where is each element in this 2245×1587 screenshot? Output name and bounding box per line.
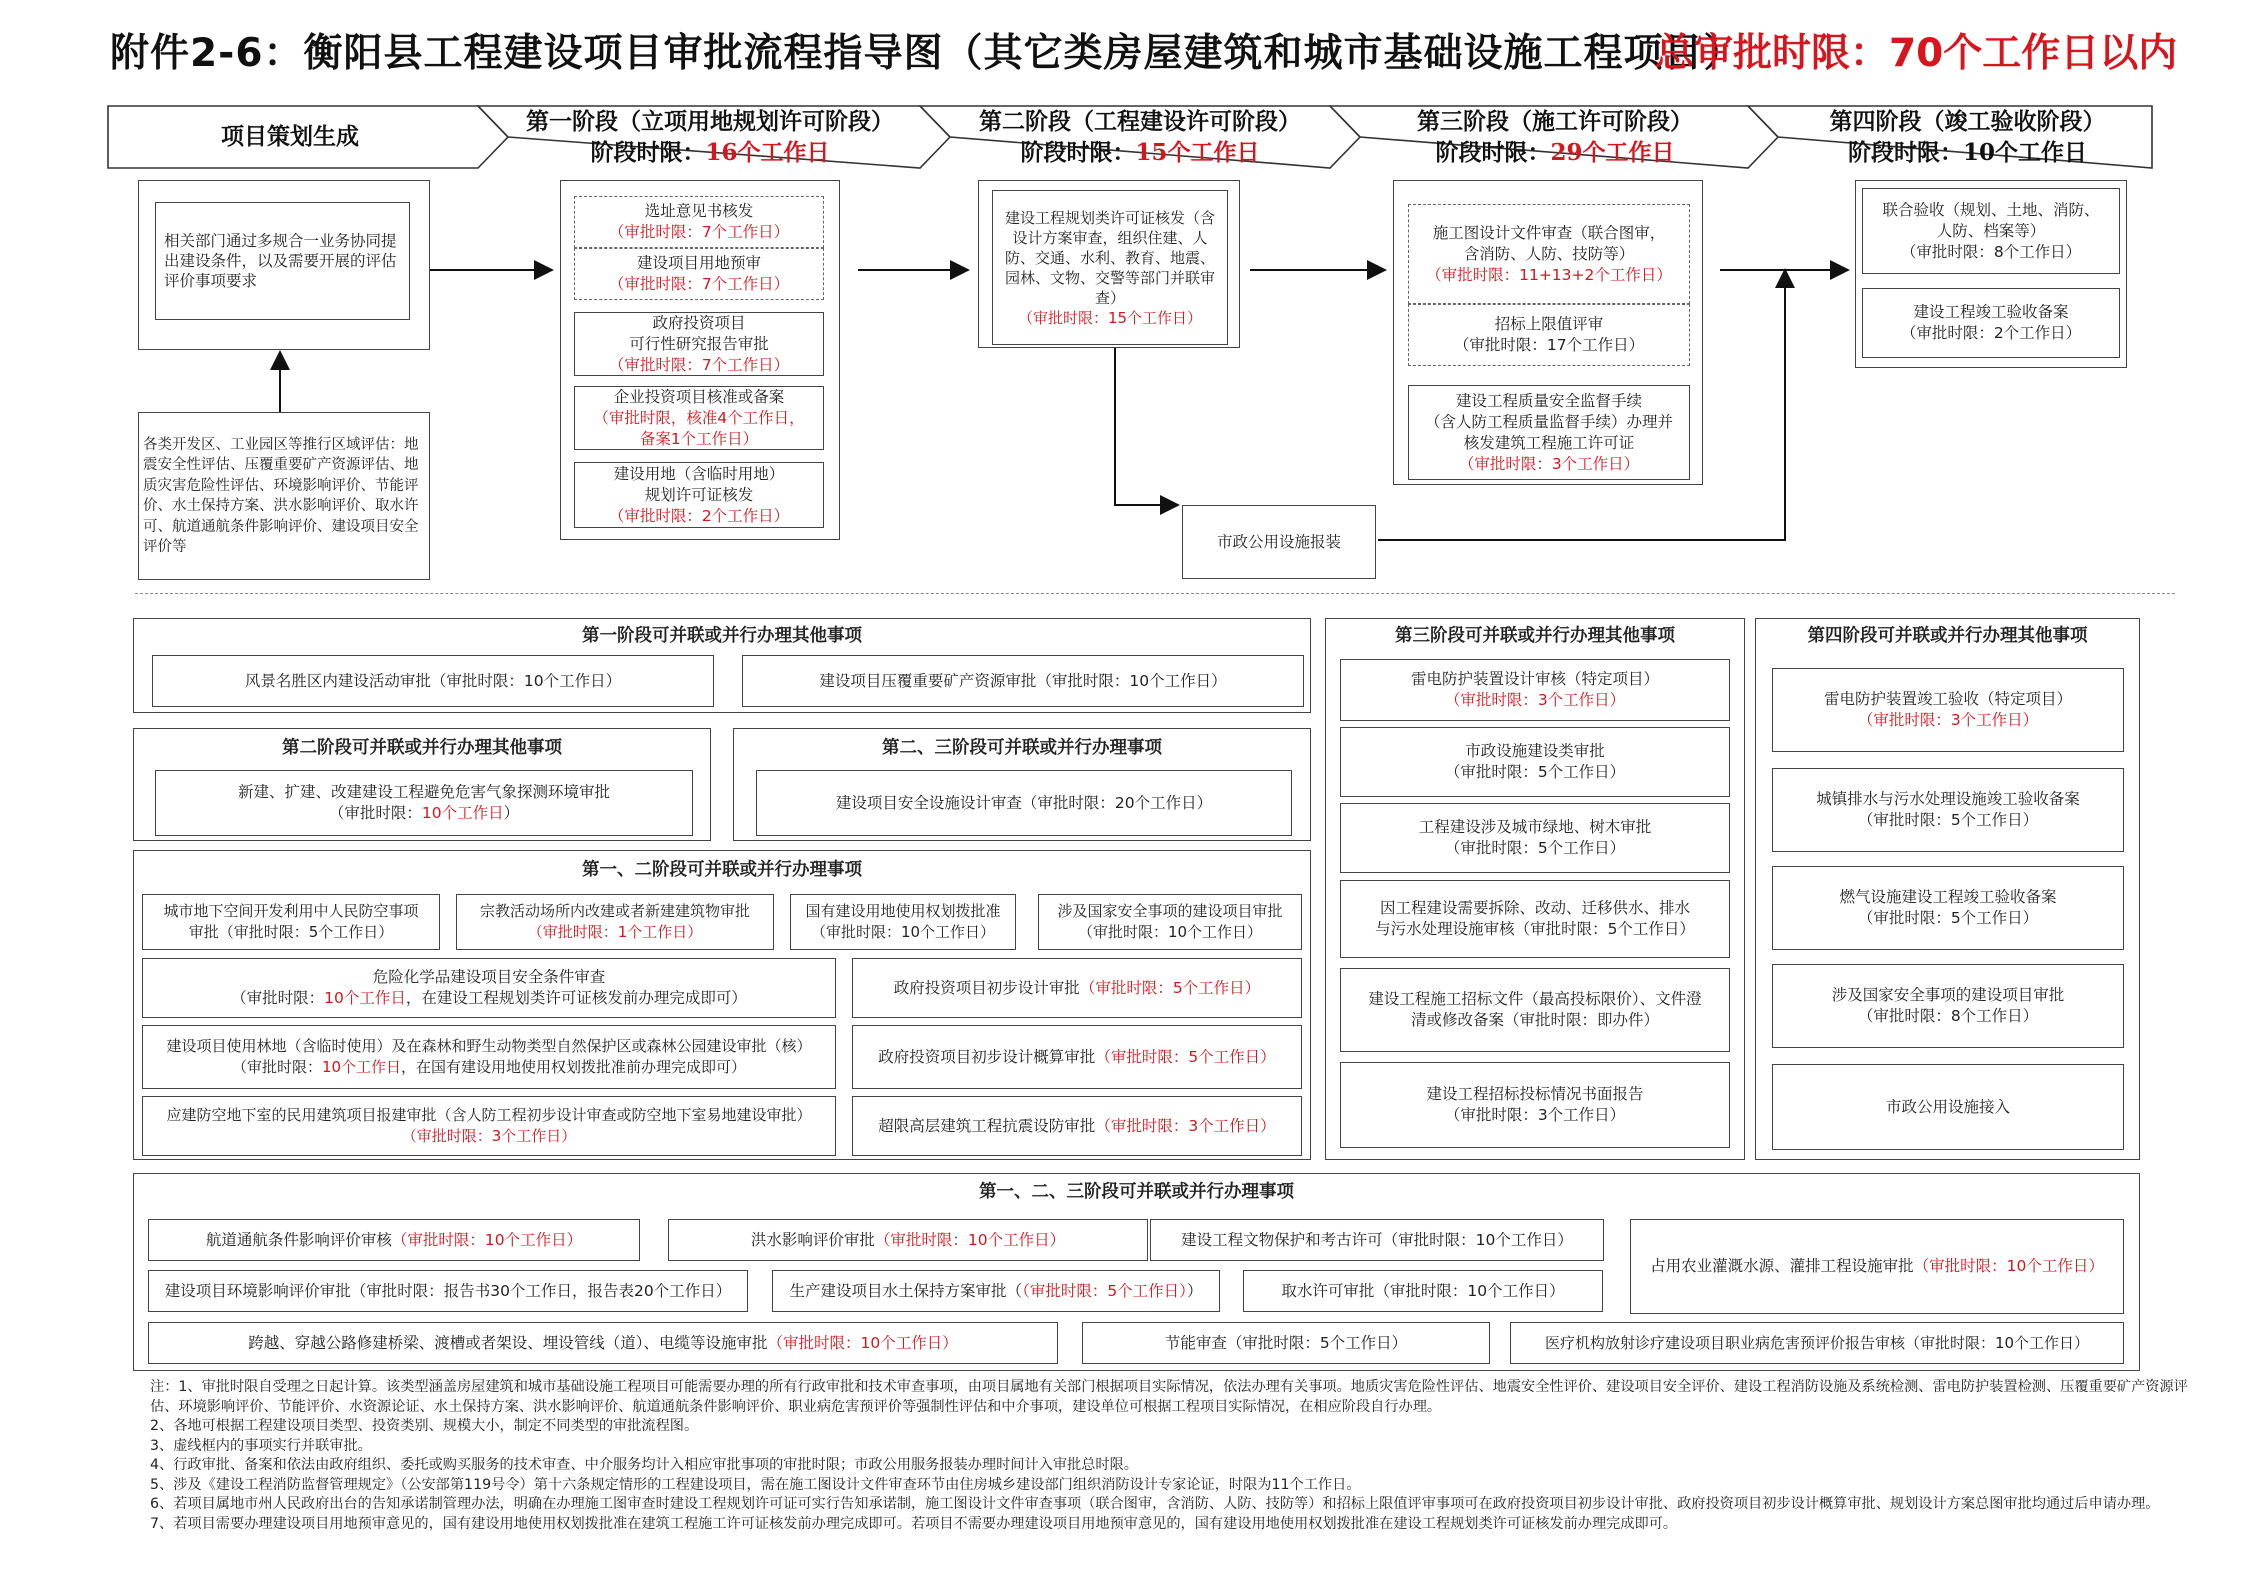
p12-item-hazchem	[142, 958, 836, 1018]
s4-joint-label2: 人防、档案等）	[1936, 221, 2046, 240]
p4-item-drainage	[1772, 768, 2124, 852]
s1-item-site	[574, 196, 824, 248]
s1-item-enterprise	[574, 386, 824, 450]
p4-item-lightning-acceptance	[1772, 668, 2124, 752]
p23-header: 第二、三阶段可并联或并行办理事项	[882, 738, 1162, 758]
p123-item-navigation	[148, 1219, 640, 1261]
p12-item-national-security	[1038, 894, 1302, 950]
s1-land-preaudit-label: 建设项目用地预审	[636, 254, 761, 272]
p1-minerals-label: 建设项目压覆重要矿产资源审批（审批时限：10个工作日）	[819, 671, 1227, 690]
p4-connect-label: 市政公用设施接入	[1885, 1097, 2010, 1116]
s1-gov-limit: （审批时限：7个工作日）	[608, 355, 790, 374]
s3-drawing-label: 施工图设计文件审查（联合图审，	[1432, 223, 1666, 242]
p2-limit-prefix: （审批时限：	[328, 804, 422, 822]
p123-flood-label: 洪水影响评价审批	[750, 1230, 875, 1249]
p3-lightning-label: 雷电防护装置设计审核（特定项目）	[1410, 670, 1659, 688]
municipal-report-box	[1182, 505, 1376, 579]
p12-forest-label: 建设项目使用林地（含临时使用）及在森林和野生动物类型自然保护区或森林公园建设审批（核）	[166, 1037, 812, 1055]
p123-water-draw-label: 取水许可审批（审批时限：10个工作日）	[1281, 1281, 1565, 1300]
s3-item-tender-cap	[1408, 304, 1690, 366]
p12-prelim-label: 政府投资项目初步设计审批	[893, 978, 1080, 997]
s1-item-gov-feasibility	[574, 312, 824, 376]
stage-3-limit-label: 阶段时限：	[1435, 139, 1551, 166]
p123-irrigation-label: 占用农业灌溉水源、灌排工程设施审批	[1650, 1257, 1914, 1275]
p12-item-religious	[456, 894, 774, 950]
p4-drainage-label: 城镇排水与污水处理设施竣工验收备案	[1816, 790, 2080, 808]
p12-forest-limit-note: ，在国有建设用地使用权划拨批准前办理完成即可）	[401, 1058, 747, 1076]
s1-enterprise-label: 企业投资项目核准或备案	[613, 387, 785, 406]
p3-header: 第三阶段可并联或并行办理其他事项	[1395, 626, 1675, 646]
s3-drawing-label2: 含消防、人防、技防等）	[1463, 244, 1635, 263]
p4-header: 第四阶段可并联或并行办理其他事项	[1807, 626, 2088, 646]
p123-item-irrigation	[1630, 1219, 2124, 1314]
p12-allocation-limit: （审批时限：10个工作日）	[810, 923, 996, 941]
s4-filing-label: 建设工程竣工验收备案	[1913, 303, 2069, 321]
p12-budget-limit: （审批时限：5个工作日）	[1095, 1047, 1276, 1066]
p3-water-limit: 与污水处理设施审核（审批时限：5个工作日）	[1375, 920, 1695, 938]
p123-navigation-label: 航道通航条件影响评价审核	[205, 1230, 392, 1249]
p3-lightning-limit: （审批时限：3个工作日）	[1444, 691, 1626, 709]
p123-item-eia	[148, 1270, 748, 1312]
p12-hazchem-limit-prefix: （审批时限：	[231, 989, 325, 1007]
municipal-report-label: 市政公用设施报装	[1216, 532, 1341, 551]
stage-4-limit: 10个工作日	[1962, 139, 2087, 166]
p3-water-label: 因工程建设需要拆除、改动、迁移供水、排水	[1379, 899, 1690, 917]
footnotes	[150, 1378, 2200, 1534]
plan-main-text: 相关部门通过多规合一业务协同提出建设条件，以及需要开展的评估评价事项要求	[164, 232, 397, 290]
stage-3-limit: 29个工作日	[1550, 139, 1675, 166]
p12-item-forest-land	[142, 1025, 836, 1089]
p4-gas-limit: （审批时限：5个工作日）	[1857, 909, 2039, 927]
s1-gov-label2: 可行性研究报告审批	[629, 334, 769, 353]
s3-permit-label2: （含人防工程质量监督手续）办理并	[1424, 412, 1673, 431]
s4-item-completion-filing	[1862, 288, 2120, 358]
p4-item-gas	[1772, 866, 2124, 950]
p123-header: 第一、二、三阶段可并联或并行办理事项	[979, 1182, 1294, 1202]
p3-item-greenery	[1340, 803, 1730, 873]
p123-relics-label: 建设工程文物保护和考古许可（审批时限：10个工作日）	[1181, 1230, 1573, 1249]
p12-header: 第一、二阶段可并联或并行办理事项	[582, 860, 862, 880]
p12-prelim-limit: （审批时限：5个工作日）	[1079, 978, 1261, 997]
p3-item-water-relocation	[1340, 880, 1730, 958]
p4-item-national-security	[1772, 964, 2124, 1048]
p123-item-relics	[1150, 1219, 1604, 1261]
p3-item-municipal	[1340, 727, 1730, 797]
p3-item-tender-report	[1340, 1062, 1730, 1148]
note-5: 5、涉及《建设工程消防监督管理规定》（公安部第119号令）第十六条规定情形的工程建设项目，需在施工图设计文件审查环节由住房城乡建设部门组织消防设计专家论证，时限为11个工作日。	[150, 1476, 1361, 1493]
p12-forest-limit-prefix: （审批时限：	[231, 1058, 322, 1076]
arrow-s2-to-report	[1115, 347, 1178, 505]
note-7: 7、若项目需要办理建设项目用地预审意见的，国有建设用地使用权划拨批准在建筑工程施工许可证核发前办理完成即可。若项目不需要办理建设项目用地预审意见的，国有建设用地使用权划拨批准在建设工程规划类许可证核发前办理完成即可。	[150, 1515, 1678, 1532]
s1-enterprise-limit: （审批时限，核准4个工作日，	[593, 408, 805, 427]
plan-regional-text: 各类开发区、工业园区等推行区域评估：地震安全性评估、压覆重要矿产资源评估、地质灾害危险性评估、环境影响评价、节能评价、水土保持方案、洪水影响评价、取水许可、航道通航条件影响评价、建设项目安全评价等	[143, 436, 419, 555]
p12-item-underground	[142, 894, 440, 950]
p4-lightning-limit: （审批时限：3个工作日）	[1857, 711, 2039, 729]
p3-item-lightning-design	[1340, 659, 1730, 721]
p1-scenic-label: 风景名胜区内建设活动审批（审批时限：10个工作日）	[244, 671, 622, 690]
note-1: 注：1、审批时限自受理之日起计算。该类型涵盖房屋建筑和城市基础设施工程项目可能需要办理的所有行政审批和技术审查事项，由项目属地有关部门根据项目实际情况，依法办理有关事项。地质灾害危险性评估、地震安全性评价、建设项目安全评价、建设工程消防设施及系统检测、雷电防护装置检测、压覆重要矿产资源评估、环境影响评价、节能评价、水资源论证、水土保持方案、洪水影响评价、航道通航条件影响评价、职业病危害预评价等强制性评估和中介事项，建设单位可根据工程项目实际情况，在相应阶段自行办理。	[150, 1379, 2188, 1415]
p2-header: 第二阶段可并联或并行办理其他事项	[282, 738, 562, 758]
stage-4-label: 第四阶段（竣工验收阶段）	[1829, 108, 2106, 135]
s1-land-preaudit-limit: （审批时限：7个工作日）	[608, 275, 790, 293]
p3-municipal-label: 市政设施建设类审批	[1465, 742, 1605, 760]
p4-security-limit: （审批时限：8个工作日）	[1857, 1007, 2039, 1025]
p123-item-energy	[1082, 1322, 1490, 1364]
p4-gas-label: 燃气设施建设工程竣工验收备案	[1839, 888, 2057, 906]
p123-item-highway	[148, 1322, 1058, 1364]
p12-security-label: 涉及国家安全事项的建设项目审批	[1057, 902, 1283, 920]
p12-item-gov-budget	[852, 1025, 1302, 1089]
p123-soil-suffix: ）	[1186, 1281, 1203, 1300]
s4-filing-limit: （审批时限：2个工作日）	[1900, 324, 2082, 342]
p12-air-defense-label: 应建防空地下室的民用建筑项目报建审批（含人防工程初步设计审查或防空地下室易地建设审批）	[166, 1106, 812, 1124]
p123-item-flood	[668, 1219, 1148, 1261]
p3-tender-docs-label: 建设工程施工招标文件（最高投标限价）、文件澄	[1368, 990, 1702, 1008]
p3-item-tender-docs	[1340, 968, 1730, 1052]
p1-item-minerals	[742, 655, 1304, 707]
note-4: 4、行政审批、备案和依法由政府组织、委托或购买服务的技术审查、中介服务均计入相应审批事项的审批时限；市政公用服务报装办理时间计入审批总时限。	[150, 1457, 1138, 1473]
p123-item-water-draw	[1243, 1270, 1603, 1312]
stage-1-label: 第一阶段（立项用地规划许可阶段）	[526, 108, 894, 135]
stage-1-limit: 16个工作日	[705, 139, 830, 166]
p123-irrigation-limit: （审批时限：10个工作日）	[1913, 1257, 2104, 1275]
page-title: 附件2-6：衡阳县工程建设项目审批流程指导图（其它类房屋建筑和城市基础设施工程项目）	[110, 31, 1744, 76]
s1-land-planning-label2: 规划许可证核发	[644, 485, 754, 504]
s1-item-land-planning	[574, 462, 824, 528]
p123-eia-label: 建设项目环境影响评价审批（审批时限：报告书30个工作日，报告表20个工作日）	[164, 1281, 732, 1300]
p12-item-seismic	[852, 1096, 1302, 1156]
p12-religious-label: 宗教活动场所内改建或者新建建筑物审批	[479, 902, 750, 920]
s3-tender-limit: （审批时限：17个工作日）	[1453, 336, 1645, 354]
p12-hazchem-limit: 10个工作日	[324, 989, 406, 1007]
p2-limit: 10个工作日	[421, 804, 504, 822]
p4-drainage-limit: （审批时限：5个工作日）	[1857, 811, 2039, 829]
p3-tender-report-label: 建设工程招标投标情况书面报告	[1426, 1085, 1644, 1103]
note-2: 2、各地可根据工程建设项目类型、投资类别、规模大小，制定不同类型的审批流程图。	[150, 1418, 699, 1434]
p123-item-radiation	[1510, 1322, 2124, 1364]
p1-item-scenic	[152, 655, 714, 707]
s1-item-land-preaudit	[574, 248, 824, 300]
p4-lightning-label: 雷电防护装置竣工验收（特定项目）	[1823, 690, 2072, 708]
p12-allocation-label: 国有建设用地使用权划拨批准	[805, 902, 1001, 920]
p2-limit-suffix: ）	[503, 804, 520, 822]
s3-item-drawing-review	[1408, 204, 1690, 304]
p12-forest-limit: 10个工作日	[321, 1058, 402, 1076]
s1-enterprise-limit2: 备案1个工作日）	[639, 429, 759, 448]
p12-seismic-limit: （审批时限：3个工作日）	[1095, 1116, 1276, 1135]
p123-highway-label: 跨越、穿越公路修建桥梁、渡槽或者架设、埋设管线（道）、电缆等设施审批	[248, 1333, 768, 1352]
s1-land-planning-limit: （审批时限：2个工作日）	[608, 506, 790, 525]
stage-2-label: 第二阶段（工程建设许可阶段）	[979, 108, 1301, 135]
p3-tender-docs-limit: 清或修改备案（审批时限：即办件）	[1410, 1011, 1659, 1029]
p3-tender-report-limit: （审批时限：3个工作日）	[1444, 1106, 1626, 1124]
p23-safety-label: 建设项目安全设施设计审查（审批时限：20个工作日）	[835, 793, 1213, 812]
s1-land-planning-label: 建设用地（含临时用地）	[613, 464, 785, 483]
stage-2-limit: 15个工作日	[1135, 139, 1260, 166]
p2-item-weather	[155, 770, 693, 836]
stage-1-limit-label: 阶段时限：	[590, 139, 706, 166]
p12-hazchem-limit-note: ，在建设工程规划类许可证核发前办理完成即可）	[405, 989, 747, 1007]
s4-item-joint-acceptance	[1862, 188, 2120, 274]
p123-soil-limit: （审批时限：5个工作日）	[1022, 1281, 1187, 1300]
p12-air-defense-limit: （审批时限：3个工作日）	[401, 1127, 577, 1145]
s1-site-limit: （审批时限：7个工作日）	[608, 223, 790, 241]
s3-permit-limit: （审批时限：3个工作日）	[1458, 454, 1640, 473]
total-limit: 总审批时限：70个工作日以内	[1655, 31, 2178, 76]
p123-highway-limit: （审批时限：10个工作日）	[767, 1333, 958, 1352]
p12-seismic-label: 超限高层建筑工程抗震设防审批	[878, 1116, 1096, 1135]
p123-navigation-limit: （审批时限：10个工作日）	[391, 1230, 583, 1249]
s1-gov-label: 政府投资项目	[652, 313, 746, 332]
s2-item-planning-permit	[992, 190, 1228, 345]
p3-municipal-limit: （审批时限：5个工作日）	[1444, 763, 1626, 781]
s3-item-construction-permit	[1408, 385, 1690, 480]
plan-regional-box	[138, 412, 430, 580]
s3-permit-label3: 核发建筑工程施工许可证	[1463, 433, 1635, 452]
p12-underground-label: 城市地下空间开发利用中人民防空事项	[163, 902, 419, 920]
p12-budget-label: 政府投资项目初步设计概算审批	[878, 1047, 1096, 1066]
p3-greenery-limit: （审批时限：5个工作日）	[1444, 839, 1626, 857]
s3-tender-label: 招标上限值评审	[1494, 315, 1604, 333]
p12-underground-limit: 审批（审批时限：5个工作日）	[188, 923, 394, 941]
section-divider	[135, 593, 2175, 594]
note-6: 6、若项目属地市州人民政府出台的告知承诺制管理办法，明确在办理施工图审查时建设工程规划许可证可实行告知承诺制，施工图设计文件审查事项（联合图审，含消防、人防、技防等）和招标上限值评审事项可在政府投资项目初步设计审批、政府投资项目初步设计概算审批、规划设计方案总图审批均通过后申请办理。	[150, 1496, 2160, 1512]
stage-4-limit-label: 阶段时限：	[1847, 139, 1963, 166]
stage-3-label: 第三阶段（施工许可阶段）	[1417, 108, 1693, 135]
p2-weather-label: 新建、扩建、改建建设工程避免危害气象探测环境审批	[237, 783, 610, 801]
plan-main-box	[155, 202, 410, 320]
s3-drawing-limit: （审批时限：11+13+2个工作日）	[1426, 265, 1672, 284]
p1-header: 第一阶段可并联或并行办理其他事项	[582, 626, 862, 646]
stage-plan-label: 项目策划生成	[221, 123, 359, 150]
p12-item-air-defense	[142, 1096, 836, 1156]
p4-item-municipal-connect	[1772, 1064, 2124, 1150]
p123-soil-label: 生产建设项目水土保持方案审批（	[789, 1281, 1023, 1300]
p12-item-land-allocation	[790, 894, 1016, 950]
note-3: 3、虚线框内的事项实行并联审批。	[150, 1437, 372, 1454]
stage-2-limit-label: 阶段时限：	[1020, 139, 1136, 166]
s1-site-label: 选址意见书核发	[644, 202, 754, 220]
s2-limit: （审批时限：15个工作日）	[1017, 308, 1203, 327]
p123-flood-limit: （审批时限：10个工作日）	[874, 1230, 1066, 1249]
p123-energy-label: 节能审查（审批时限：5个工作日）	[1164, 1333, 1408, 1352]
s3-permit-label: 建设工程质量安全监督手续	[1455, 391, 1642, 410]
p3-greenery-label: 工程建设涉及城市绿地、树木审批	[1418, 818, 1652, 836]
p12-item-gov-prelim-design	[852, 958, 1302, 1018]
s2-label: 建设工程规划类许可证核发（含设计方案审查，组织住建、人防、交通、水利、教育、地震、园林、文物、交警等部门并联审查）	[1004, 208, 1215, 307]
p123-item-soil	[772, 1270, 1220, 1312]
s4-joint-limit: （审批时限：8个工作日）	[1900, 242, 2082, 261]
s4-joint-label: 联合验收（规划、土地、消防、	[1882, 200, 2100, 219]
p12-religious-limit: （审批时限：1个工作日）	[527, 923, 703, 941]
p12-security-limit: （审批时限：10个工作日）	[1077, 923, 1263, 941]
p4-security-label: 涉及国家安全事项的建设项目审批	[1831, 986, 2065, 1004]
p12-hazchem-label: 危险化学品建设项目安全条件审查	[372, 968, 606, 986]
p123-radiation-label: 医疗机构放射诊疗建设项目职业病危害预评价报告审核（审批时限：10个工作日）	[1544, 1333, 2090, 1352]
p23-item-safety-design	[756, 770, 1292, 836]
